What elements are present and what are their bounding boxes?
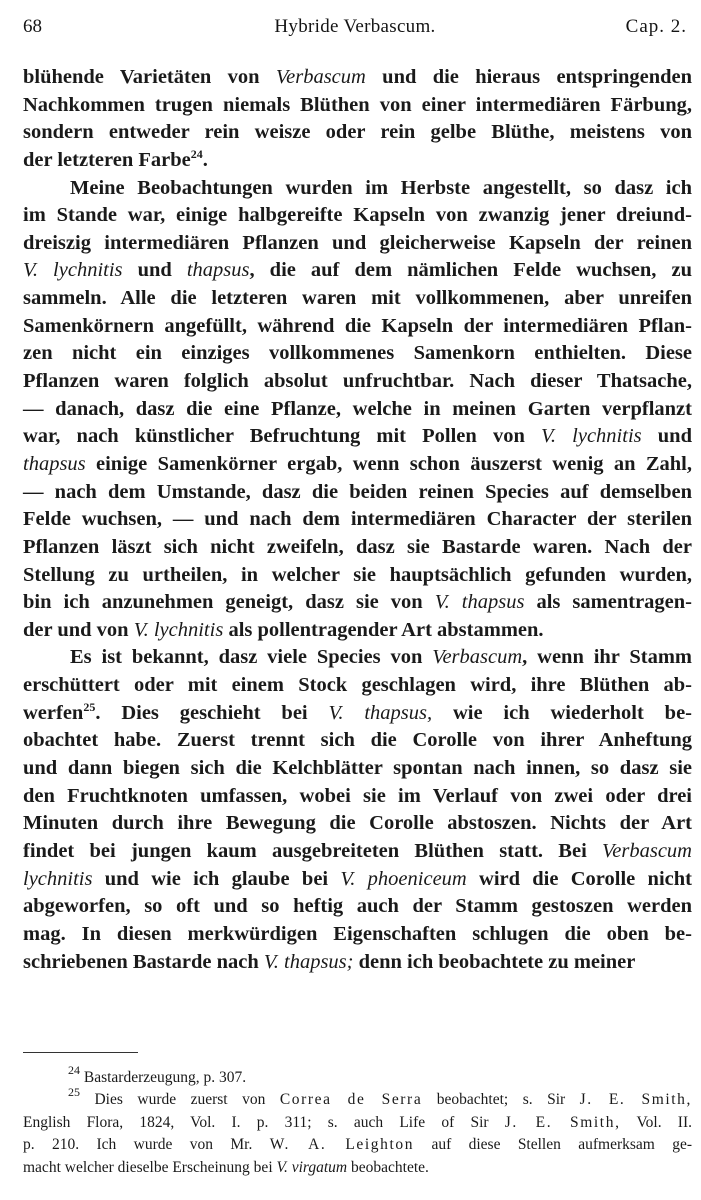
- text-segment: und: [641, 425, 692, 448]
- text-line: [23, 368, 692, 396]
- text-line: [23, 783, 692, 811]
- text-line: [23, 257, 692, 285]
- running-header: [23, 16, 687, 42]
- text-segment: Dies wurde zuerst von: [80, 1091, 280, 1109]
- text-segment: Pflanzen waren folglich absolut unfruchtbar. Nach dieser Thatsache,: [23, 370, 692, 393]
- text-segment: — danach, dasz die eine Pflanze, welche in meinen Garten verpflanzt: [23, 397, 692, 420]
- italic-text: V. virgatum: [276, 1158, 348, 1176]
- spaced-name: Correa de Serra: [279, 1091, 423, 1109]
- text-line: [23, 451, 692, 479]
- italic-text: thapsus: [186, 259, 250, 282]
- italic-text: Verbascum: [602, 839, 692, 862]
- text-segment: mag. In diesen merkwürdigen Eigenschaften schlugen die oben be-: [23, 922, 692, 945]
- text-segment: denn ich beobachtete zu meiner: [353, 950, 636, 973]
- text-line: [23, 700, 692, 728]
- italic-text: V. phoeniceum: [340, 867, 467, 890]
- paragraph: [23, 175, 692, 645]
- italic-text: V. lychnitis: [133, 618, 224, 641]
- spaced-name: J. E. Smith,: [504, 1113, 621, 1131]
- footnote-marker: 24: [190, 146, 203, 161]
- footnote-line: [23, 1063, 692, 1089]
- text-segment: und wie ich glaube bei: [92, 867, 341, 890]
- text-line: [23, 866, 692, 894]
- text-segment: schriebenen Bastarde nach: [23, 950, 264, 973]
- text-segment: , die auf dem nämlichen Felde wuchsen, zu: [249, 259, 692, 282]
- text-segment: bin ich anzunehmen geneigt, dasz sie von: [23, 591, 435, 614]
- text-line: [23, 506, 692, 534]
- text-line: [23, 175, 692, 203]
- text-segment: als samentragen-: [524, 591, 692, 614]
- footnote-marker: 25: [68, 1085, 80, 1100]
- text-segment: Samenkörnern angefüllt, während die Kapseln der intermediären Pflan-: [23, 314, 692, 337]
- footnote-line: [23, 1085, 693, 1111]
- text-segment: Felde wuchsen, — und nach dem intermediären Character der sterilen: [23, 508, 692, 531]
- text-segment: findet bei jungen kaum ausgebreiteten Blüthen statt. Bei: [23, 839, 603, 862]
- text-segment: und: [122, 259, 187, 282]
- text-line: [23, 921, 692, 949]
- italic-text: Verbascum: [275, 66, 366, 88]
- italic-text: V. thapsus,: [328, 701, 433, 724]
- text-line: [23, 562, 692, 590]
- text-line: [23, 838, 692, 866]
- running-title: Hybride Verbascum.: [274, 16, 436, 37]
- text-line: [23, 396, 692, 424]
- text-segment: sondern entweder rein weisze oder rein gelbe Blüthe, meistens von: [23, 121, 692, 144]
- italic-text: thapsus: [23, 452, 86, 475]
- page-number: 68: [23, 16, 42, 37]
- text-segment: beobachtet; s. Sir: [422, 1091, 580, 1109]
- text-line: [23, 479, 692, 507]
- text-segment: Meine Beobachtungen wurden im Herbste angestellt, so dasz ich: [70, 176, 692, 199]
- spaced-name: J. E. Smith,: [579, 1091, 693, 1109]
- text-segment: der letzteren Farbe: [23, 148, 191, 171]
- text-segment: den Fruchtknoten umfassen, wobei sie im Verlauf von zwei oder drei: [23, 784, 692, 807]
- paragraph: [23, 64, 692, 175]
- text-segment: Vol. II.: [620, 1113, 693, 1131]
- text-line: [23, 644, 692, 672]
- text-line: [23, 672, 692, 700]
- text-line: [23, 949, 692, 977]
- text-segment: auf diese Stellen aufmerksam ge-: [414, 1136, 692, 1154]
- text-line: [23, 755, 692, 783]
- text-segment: und dann biegen sich die Kelchblätter spontan nach innen, so dasz sie: [23, 757, 692, 780]
- text-segment: . Dies geschieht bei: [95, 701, 329, 724]
- text-segment: wie ich wiederholt be-: [432, 701, 693, 724]
- text-segment: und die hieraus entspringenden: [365, 66, 693, 88]
- text-segment: abgeworfen, so oft und so heftig auch der Stamm gestoszen werden: [23, 895, 692, 918]
- text-line: [23, 893, 692, 921]
- footnote-line: [23, 1157, 692, 1179]
- text-segment: wird die Corolle nicht: [466, 867, 692, 890]
- text-line: [23, 313, 692, 341]
- text-line: [23, 64, 692, 92]
- text-segment: als pollentragender Art abstammen.: [223, 618, 544, 641]
- text-segment: , wenn ihr Stamm: [522, 646, 692, 669]
- footnote: [23, 1085, 693, 1179]
- text-segment: Bastarderzeugung, p. 307.: [80, 1069, 247, 1086]
- italic-text: lychnitis: [23, 867, 93, 890]
- text-line: [23, 727, 692, 755]
- text-segment: macht welcher dieselbe Erscheinung bei: [23, 1158, 277, 1176]
- text-line: [23, 423, 692, 451]
- text-segment: blühende Varietäten von: [23, 66, 276, 88]
- text-segment: obachtet habe. Zuerst trennt sich die Corolle von ihrer Anheftung: [23, 729, 692, 752]
- text-segment: Minuten durch ihre Bewegung die Corolle abstoszen. Nichts der Art: [23, 812, 692, 835]
- italic-text: V. lychnitis: [541, 425, 642, 448]
- footnote-marker: 25: [83, 699, 96, 714]
- body-text: [23, 64, 692, 976]
- text-segment: erschüttert oder mit einem Stock geschlagen wird, ihre Blüthen ab-: [23, 674, 692, 697]
- text-segment: einige Samenkörner ergab, wenn schon äuszerst wenig an Zahl,: [85, 452, 692, 475]
- text-line: [23, 617, 692, 645]
- chapter-label: Cap. 2.: [625, 16, 687, 37]
- text-segment: English Flora, 1824, Vol. I. p. 311; s. auch Life of Sir: [23, 1113, 505, 1131]
- text-line: [23, 340, 692, 368]
- text-line: [23, 92, 692, 120]
- text-segment: p. 210. Ich wurde von Mr.: [23, 1136, 270, 1154]
- text-segment: der und von: [23, 618, 134, 641]
- text-segment: Es ist bekannt, dasz viele Species von: [70, 646, 433, 669]
- text-line: [23, 147, 692, 175]
- footnote-line: [23, 1134, 692, 1156]
- footnote-marker: 24: [68, 1063, 80, 1077]
- text-line: [23, 119, 692, 147]
- text-line: [23, 589, 692, 617]
- text-segment: war, nach künstlicher Befruchtung mit Pollen von: [23, 425, 541, 448]
- text-line: [23, 230, 692, 258]
- text-segment: sammeln. Alle die letzteren waren mit vollkommenen, aber unreifen: [23, 287, 692, 310]
- text-segment: zen nicht ein einziges vollkommenes Samenkorn enthielten. Diese: [23, 342, 692, 365]
- footnotes: [23, 1063, 693, 1179]
- text-segment: Pflanzen läszt sich nicht zweifeln, dasz sie Bastarde waren. Nach der: [23, 535, 692, 558]
- text-segment: — nach dem Umstande, dasz die beiden reinen Species auf demselben: [23, 480, 692, 503]
- text-segment: Nachkommen trugen niemals Blüthen von einer intermediären Färbung,: [23, 93, 692, 116]
- text-line: [23, 285, 692, 313]
- text-segment: werfen: [23, 701, 84, 724]
- italic-text: Verbascum: [432, 646, 523, 669]
- text-segment: Stellung zu urtheilen, in welcher sie hauptsächlich gefunden wurden,: [23, 563, 692, 586]
- paragraph: [23, 644, 692, 976]
- text-line: [23, 534, 692, 562]
- spaced-name: W. A. Leighton: [269, 1136, 415, 1154]
- footnote-line: [23, 1112, 692, 1134]
- text-segment: beobachtete.: [347, 1158, 429, 1176]
- footnote-rule: [23, 1052, 138, 1053]
- italic-text: V. thapsus: [434, 591, 525, 614]
- italic-text: V. thapsus;: [263, 950, 354, 973]
- text-line: [23, 202, 692, 230]
- footnote: [23, 1063, 692, 1089]
- italic-text: V. lychnitis: [23, 259, 123, 282]
- text-segment: dreiszig intermediären Pflanzen und gleicherweise Kapseln der reinen: [23, 231, 692, 254]
- text-segment: im Stande war, einige halbgereifte Kapseln von zwanzig jener dreiund-: [23, 204, 692, 227]
- text-segment: .: [202, 148, 208, 171]
- text-line: [23, 810, 692, 838]
